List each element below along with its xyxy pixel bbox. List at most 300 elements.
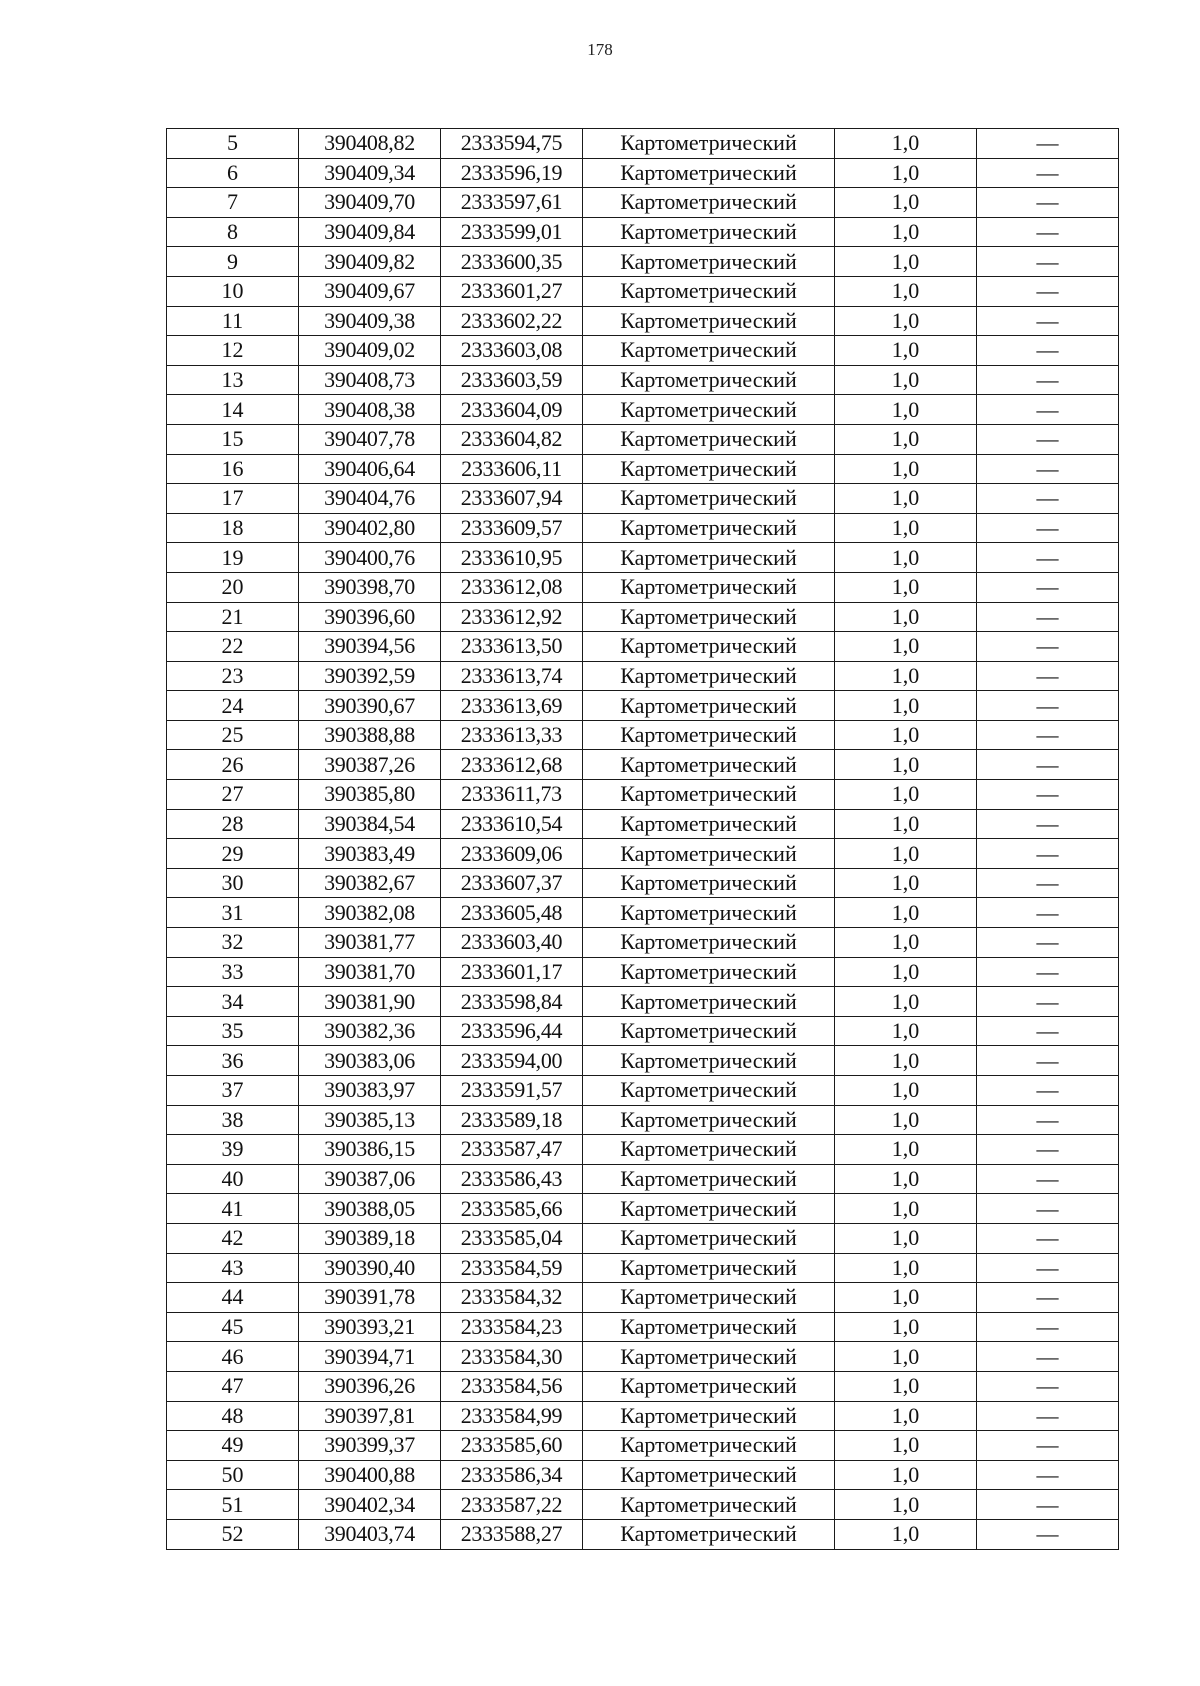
x-coordinate-cell: 390385,80 xyxy=(299,780,441,810)
method-cell: Картометрический xyxy=(583,780,835,810)
description-cell: — xyxy=(977,365,1119,395)
description-cell: — xyxy=(977,572,1119,602)
y-coordinate-cell: 2333599,01 xyxy=(441,217,583,247)
x-coordinate-cell: 390402,80 xyxy=(299,513,441,543)
table-row xyxy=(167,1046,1119,1076)
y-coordinate-cell: 2333594,75 xyxy=(441,129,583,159)
method-cell: Картометрический xyxy=(583,1194,835,1224)
point-number-cell: 14 xyxy=(167,395,299,425)
point-number-cell: 22 xyxy=(167,632,299,662)
table-row xyxy=(167,1431,1119,1461)
point-number-cell: 12 xyxy=(167,336,299,366)
y-coordinate-cell: 2333588,27 xyxy=(441,1519,583,1549)
point-number-cell: 37 xyxy=(167,1076,299,1106)
method-cell: Картометрический xyxy=(583,1016,835,1046)
accuracy-cell: 1,0 xyxy=(835,898,977,928)
table-row xyxy=(167,720,1119,750)
table-row xyxy=(167,1135,1119,1165)
description-cell: — xyxy=(977,1460,1119,1490)
x-coordinate-cell: 390407,78 xyxy=(299,424,441,454)
point-number-cell: 20 xyxy=(167,572,299,602)
description-cell: — xyxy=(977,336,1119,366)
table-row xyxy=(167,158,1119,188)
coordinates-table-body xyxy=(167,129,1119,1550)
y-coordinate-cell: 2333584,99 xyxy=(441,1401,583,1431)
method-cell: Картометрический xyxy=(583,661,835,691)
description-cell: — xyxy=(977,898,1119,928)
x-coordinate-cell: 390381,90 xyxy=(299,987,441,1017)
point-number-cell: 10 xyxy=(167,276,299,306)
accuracy-cell: 1,0 xyxy=(835,1016,977,1046)
x-coordinate-cell: 390404,76 xyxy=(299,484,441,514)
point-number-cell: 28 xyxy=(167,809,299,839)
x-coordinate-cell: 390408,73 xyxy=(299,365,441,395)
description-cell: — xyxy=(977,395,1119,425)
x-coordinate-cell: 390390,40 xyxy=(299,1253,441,1283)
table-row xyxy=(167,129,1119,159)
y-coordinate-cell: 2333584,59 xyxy=(441,1253,583,1283)
table-row xyxy=(167,395,1119,425)
table-row xyxy=(167,928,1119,958)
description-cell: — xyxy=(977,513,1119,543)
accuracy-cell: 1,0 xyxy=(835,1194,977,1224)
table-row xyxy=(167,365,1119,395)
point-number-cell: 16 xyxy=(167,454,299,484)
point-number-cell: 34 xyxy=(167,987,299,1017)
description-cell: — xyxy=(977,987,1119,1017)
point-number-cell: 31 xyxy=(167,898,299,928)
description-cell: — xyxy=(977,957,1119,987)
point-number-cell: 39 xyxy=(167,1135,299,1165)
description-cell: — xyxy=(977,780,1119,810)
x-coordinate-cell: 390392,59 xyxy=(299,661,441,691)
method-cell: Картометрический xyxy=(583,720,835,750)
y-coordinate-cell: 2333607,37 xyxy=(441,868,583,898)
method-cell: Картометрический xyxy=(583,602,835,632)
method-cell: Картометрический xyxy=(583,188,835,218)
table-row xyxy=(167,1401,1119,1431)
y-coordinate-cell: 2333609,57 xyxy=(441,513,583,543)
accuracy-cell: 1,0 xyxy=(835,158,977,188)
accuracy-cell: 1,0 xyxy=(835,365,977,395)
method-cell: Картометрический xyxy=(583,217,835,247)
table-row xyxy=(167,632,1119,662)
description-cell: — xyxy=(977,809,1119,839)
y-coordinate-cell: 2333587,22 xyxy=(441,1490,583,1520)
point-number-cell: 51 xyxy=(167,1490,299,1520)
table-row xyxy=(167,898,1119,928)
x-coordinate-cell: 390400,76 xyxy=(299,543,441,573)
y-coordinate-cell: 2333610,95 xyxy=(441,543,583,573)
description-cell: — xyxy=(977,1105,1119,1135)
x-coordinate-cell: 390387,06 xyxy=(299,1164,441,1194)
y-coordinate-cell: 2333613,50 xyxy=(441,632,583,662)
table-row xyxy=(167,1371,1119,1401)
x-coordinate-cell: 390384,54 xyxy=(299,809,441,839)
accuracy-cell: 1,0 xyxy=(835,1046,977,1076)
description-cell: — xyxy=(977,1312,1119,1342)
y-coordinate-cell: 2333610,54 xyxy=(441,809,583,839)
accuracy-cell: 1,0 xyxy=(835,780,977,810)
table-row xyxy=(167,691,1119,721)
y-coordinate-cell: 2333585,66 xyxy=(441,1194,583,1224)
point-number-cell: 33 xyxy=(167,957,299,987)
method-cell: Картометрический xyxy=(583,543,835,573)
page-number: 178 xyxy=(587,40,613,59)
method-cell: Картометрический xyxy=(583,1490,835,1520)
x-coordinate-cell: 390385,13 xyxy=(299,1105,441,1135)
x-coordinate-cell: 390409,67 xyxy=(299,276,441,306)
point-number-cell: 40 xyxy=(167,1164,299,1194)
y-coordinate-cell: 2333591,57 xyxy=(441,1076,583,1106)
accuracy-cell: 1,0 xyxy=(835,484,977,514)
point-number-cell: 11 xyxy=(167,306,299,336)
accuracy-cell: 1,0 xyxy=(835,809,977,839)
accuracy-cell: 1,0 xyxy=(835,957,977,987)
description-cell: — xyxy=(977,661,1119,691)
description-cell: — xyxy=(977,1164,1119,1194)
description-cell: — xyxy=(977,306,1119,336)
accuracy-cell: 1,0 xyxy=(835,513,977,543)
table-row xyxy=(167,276,1119,306)
y-coordinate-cell: 2333584,30 xyxy=(441,1342,583,1372)
method-cell: Картометрический xyxy=(583,1431,835,1461)
description-cell: — xyxy=(977,543,1119,573)
table-row xyxy=(167,661,1119,691)
table-row xyxy=(167,780,1119,810)
table-row xyxy=(167,1164,1119,1194)
table-row xyxy=(167,1194,1119,1224)
y-coordinate-cell: 2333586,34 xyxy=(441,1460,583,1490)
method-cell: Картометрический xyxy=(583,1253,835,1283)
table-row xyxy=(167,454,1119,484)
point-number-cell: 32 xyxy=(167,928,299,958)
table-row xyxy=(167,572,1119,602)
point-number-cell: 27 xyxy=(167,780,299,810)
method-cell: Картометрический xyxy=(583,395,835,425)
x-coordinate-cell: 390403,74 xyxy=(299,1519,441,1549)
accuracy-cell: 1,0 xyxy=(835,1105,977,1135)
table-row xyxy=(167,247,1119,277)
description-cell: — xyxy=(977,1431,1119,1461)
x-coordinate-cell: 390397,81 xyxy=(299,1401,441,1431)
description-cell: — xyxy=(977,839,1119,869)
accuracy-cell: 1,0 xyxy=(835,602,977,632)
accuracy-cell: 1,0 xyxy=(835,424,977,454)
method-cell: Картометрический xyxy=(583,691,835,721)
y-coordinate-cell: 2333603,40 xyxy=(441,928,583,958)
description-cell: — xyxy=(977,1401,1119,1431)
x-coordinate-cell: 390387,26 xyxy=(299,750,441,780)
x-coordinate-cell: 390382,36 xyxy=(299,1016,441,1046)
table-row xyxy=(167,336,1119,366)
point-number-cell: 46 xyxy=(167,1342,299,1372)
method-cell: Картометрический xyxy=(583,1164,835,1194)
table-row xyxy=(167,1342,1119,1372)
method-cell: Картометрический xyxy=(583,1312,835,1342)
point-number-cell: 36 xyxy=(167,1046,299,1076)
table-row xyxy=(167,1519,1119,1549)
point-number-cell: 52 xyxy=(167,1519,299,1549)
accuracy-cell: 1,0 xyxy=(835,839,977,869)
table-row xyxy=(167,1490,1119,1520)
x-coordinate-cell: 390388,88 xyxy=(299,720,441,750)
y-coordinate-cell: 2333613,74 xyxy=(441,661,583,691)
y-coordinate-cell: 2333601,27 xyxy=(441,276,583,306)
point-number-cell: 25 xyxy=(167,720,299,750)
description-cell: — xyxy=(977,691,1119,721)
table-row xyxy=(167,484,1119,514)
x-coordinate-cell: 390383,49 xyxy=(299,839,441,869)
coordinates-table xyxy=(166,128,1119,1550)
y-coordinate-cell: 2333611,73 xyxy=(441,780,583,810)
table-row xyxy=(167,1016,1119,1046)
description-cell: — xyxy=(977,484,1119,514)
x-coordinate-cell: 390398,70 xyxy=(299,572,441,602)
accuracy-cell: 1,0 xyxy=(835,1253,977,1283)
y-coordinate-cell: 2333594,00 xyxy=(441,1046,583,1076)
accuracy-cell: 1,0 xyxy=(835,661,977,691)
method-cell: Картометрический xyxy=(583,1401,835,1431)
description-cell: — xyxy=(977,129,1119,159)
y-coordinate-cell: 2333587,47 xyxy=(441,1135,583,1165)
y-coordinate-cell: 2333601,17 xyxy=(441,957,583,987)
description-cell: — xyxy=(977,868,1119,898)
point-number-cell: 42 xyxy=(167,1223,299,1253)
description-cell: — xyxy=(977,276,1119,306)
y-coordinate-cell: 2333612,68 xyxy=(441,750,583,780)
accuracy-cell: 1,0 xyxy=(835,1519,977,1549)
description-cell: — xyxy=(977,602,1119,632)
accuracy-cell: 1,0 xyxy=(835,1164,977,1194)
point-number-cell: 24 xyxy=(167,691,299,721)
method-cell: Картометрический xyxy=(583,513,835,543)
y-coordinate-cell: 2333603,59 xyxy=(441,365,583,395)
x-coordinate-cell: 390409,70 xyxy=(299,188,441,218)
method-cell: Картометрический xyxy=(583,1076,835,1106)
method-cell: Картометрический xyxy=(583,276,835,306)
accuracy-cell: 1,0 xyxy=(835,1431,977,1461)
accuracy-cell: 1,0 xyxy=(835,129,977,159)
table-row xyxy=(167,543,1119,573)
method-cell: Картометрический xyxy=(583,928,835,958)
point-number-cell: 48 xyxy=(167,1401,299,1431)
accuracy-cell: 1,0 xyxy=(835,217,977,247)
method-cell: Картометрический xyxy=(583,365,835,395)
table-row xyxy=(167,602,1119,632)
point-number-cell: 9 xyxy=(167,247,299,277)
x-coordinate-cell: 390402,34 xyxy=(299,1490,441,1520)
y-coordinate-cell: 2333606,11 xyxy=(441,454,583,484)
x-coordinate-cell: 390390,67 xyxy=(299,691,441,721)
x-coordinate-cell: 390389,18 xyxy=(299,1223,441,1253)
description-cell: — xyxy=(977,188,1119,218)
description-cell: — xyxy=(977,454,1119,484)
y-coordinate-cell: 2333598,84 xyxy=(441,987,583,1017)
description-cell: — xyxy=(977,750,1119,780)
method-cell: Картометрический xyxy=(583,809,835,839)
method-cell: Картометрический xyxy=(583,1460,835,1490)
y-coordinate-cell: 2333585,04 xyxy=(441,1223,583,1253)
table-row xyxy=(167,809,1119,839)
y-coordinate-cell: 2333607,94 xyxy=(441,484,583,514)
point-number-cell: 38 xyxy=(167,1105,299,1135)
description-cell: — xyxy=(977,928,1119,958)
table-row xyxy=(167,750,1119,780)
table-row xyxy=(167,188,1119,218)
y-coordinate-cell: 2333596,44 xyxy=(441,1016,583,1046)
point-number-cell: 7 xyxy=(167,188,299,218)
accuracy-cell: 1,0 xyxy=(835,188,977,218)
table-row xyxy=(167,513,1119,543)
description-cell: — xyxy=(977,1076,1119,1106)
table-row xyxy=(167,306,1119,336)
accuracy-cell: 1,0 xyxy=(835,543,977,573)
description-cell: — xyxy=(977,1253,1119,1283)
method-cell: Картометрический xyxy=(583,1135,835,1165)
method-cell: Картометрический xyxy=(583,454,835,484)
x-coordinate-cell: 390391,78 xyxy=(299,1283,441,1313)
x-coordinate-cell: 390386,15 xyxy=(299,1135,441,1165)
method-cell: Картометрический xyxy=(583,424,835,454)
accuracy-cell: 1,0 xyxy=(835,750,977,780)
point-number-cell: 26 xyxy=(167,750,299,780)
description-cell: — xyxy=(977,424,1119,454)
method-cell: Картометрический xyxy=(583,247,835,277)
y-coordinate-cell: 2333605,48 xyxy=(441,898,583,928)
point-number-cell: 5 xyxy=(167,129,299,159)
accuracy-cell: 1,0 xyxy=(835,1460,977,1490)
x-coordinate-cell: 390394,71 xyxy=(299,1342,441,1372)
y-coordinate-cell: 2333596,19 xyxy=(441,158,583,188)
y-coordinate-cell: 2333609,06 xyxy=(441,839,583,869)
table-row xyxy=(167,868,1119,898)
method-cell: Картометрический xyxy=(583,868,835,898)
method-cell: Картометрический xyxy=(583,1105,835,1135)
method-cell: Картометрический xyxy=(583,987,835,1017)
accuracy-cell: 1,0 xyxy=(835,928,977,958)
y-coordinate-cell: 2333586,43 xyxy=(441,1164,583,1194)
accuracy-cell: 1,0 xyxy=(835,1223,977,1253)
accuracy-cell: 1,0 xyxy=(835,720,977,750)
method-cell: Картометрический xyxy=(583,484,835,514)
x-coordinate-cell: 390388,05 xyxy=(299,1194,441,1224)
method-cell: Картометрический xyxy=(583,572,835,602)
method-cell: Картометрический xyxy=(583,306,835,336)
description-cell: — xyxy=(977,1046,1119,1076)
point-number-cell: 43 xyxy=(167,1253,299,1283)
description-cell: — xyxy=(977,158,1119,188)
method-cell: Картометрический xyxy=(583,957,835,987)
table-row xyxy=(167,987,1119,1017)
x-coordinate-cell: 390381,70 xyxy=(299,957,441,987)
y-coordinate-cell: 2333612,08 xyxy=(441,572,583,602)
x-coordinate-cell: 390393,21 xyxy=(299,1312,441,1342)
description-cell: — xyxy=(977,1016,1119,1046)
accuracy-cell: 1,0 xyxy=(835,1135,977,1165)
table-row xyxy=(167,957,1119,987)
method-cell: Картометрический xyxy=(583,158,835,188)
accuracy-cell: 1,0 xyxy=(835,572,977,602)
point-number-cell: 47 xyxy=(167,1371,299,1401)
method-cell: Картометрический xyxy=(583,1342,835,1372)
method-cell: Картометрический xyxy=(583,750,835,780)
y-coordinate-cell: 2333604,09 xyxy=(441,395,583,425)
accuracy-cell: 1,0 xyxy=(835,1371,977,1401)
accuracy-cell: 1,0 xyxy=(835,395,977,425)
point-number-cell: 41 xyxy=(167,1194,299,1224)
description-cell: — xyxy=(977,1371,1119,1401)
point-number-cell: 15 xyxy=(167,424,299,454)
table-row xyxy=(167,1283,1119,1313)
accuracy-cell: 1,0 xyxy=(835,987,977,1017)
description-cell: — xyxy=(977,1519,1119,1549)
x-coordinate-cell: 390383,06 xyxy=(299,1046,441,1076)
point-number-cell: 50 xyxy=(167,1460,299,1490)
y-coordinate-cell: 2333613,69 xyxy=(441,691,583,721)
accuracy-cell: 1,0 xyxy=(835,247,977,277)
y-coordinate-cell: 2333612,92 xyxy=(441,602,583,632)
table-row xyxy=(167,1312,1119,1342)
accuracy-cell: 1,0 xyxy=(835,632,977,662)
y-coordinate-cell: 2333589,18 xyxy=(441,1105,583,1135)
x-coordinate-cell: 390408,38 xyxy=(299,395,441,425)
y-coordinate-cell: 2333604,82 xyxy=(441,424,583,454)
y-coordinate-cell: 2333584,56 xyxy=(441,1371,583,1401)
y-coordinate-cell: 2333613,33 xyxy=(441,720,583,750)
point-number-cell: 23 xyxy=(167,661,299,691)
table-row xyxy=(167,1076,1119,1106)
x-coordinate-cell: 390406,64 xyxy=(299,454,441,484)
description-cell: — xyxy=(977,632,1119,662)
description-cell: — xyxy=(977,247,1119,277)
y-coordinate-cell: 2333584,23 xyxy=(441,1312,583,1342)
x-coordinate-cell: 390400,88 xyxy=(299,1460,441,1490)
accuracy-cell: 1,0 xyxy=(835,1076,977,1106)
method-cell: Картометрический xyxy=(583,898,835,928)
point-number-cell: 44 xyxy=(167,1283,299,1313)
description-cell: — xyxy=(977,1283,1119,1313)
point-number-cell: 29 xyxy=(167,839,299,869)
x-coordinate-cell: 390409,84 xyxy=(299,217,441,247)
method-cell: Картометрический xyxy=(583,1046,835,1076)
point-number-cell: 35 xyxy=(167,1016,299,1046)
x-coordinate-cell: 390396,26 xyxy=(299,1371,441,1401)
accuracy-cell: 1,0 xyxy=(835,276,977,306)
x-coordinate-cell: 390396,60 xyxy=(299,602,441,632)
method-cell: Картометрический xyxy=(583,1283,835,1313)
accuracy-cell: 1,0 xyxy=(835,868,977,898)
description-cell: — xyxy=(977,1223,1119,1253)
method-cell: Картометрический xyxy=(583,632,835,662)
point-number-cell: 8 xyxy=(167,217,299,247)
description-cell: — xyxy=(977,1135,1119,1165)
point-number-cell: 19 xyxy=(167,543,299,573)
point-number-cell: 21 xyxy=(167,602,299,632)
method-cell: Картометрический xyxy=(583,1519,835,1549)
table-row xyxy=(167,839,1119,869)
y-coordinate-cell: 2333585,60 xyxy=(441,1431,583,1461)
table-row xyxy=(167,217,1119,247)
y-coordinate-cell: 2333603,08 xyxy=(441,336,583,366)
x-coordinate-cell: 390408,82 xyxy=(299,129,441,159)
x-coordinate-cell: 390382,67 xyxy=(299,868,441,898)
description-cell: — xyxy=(977,217,1119,247)
method-cell: Картометрический xyxy=(583,336,835,366)
table-row xyxy=(167,424,1119,454)
x-coordinate-cell: 390409,82 xyxy=(299,247,441,277)
table-row xyxy=(167,1105,1119,1135)
